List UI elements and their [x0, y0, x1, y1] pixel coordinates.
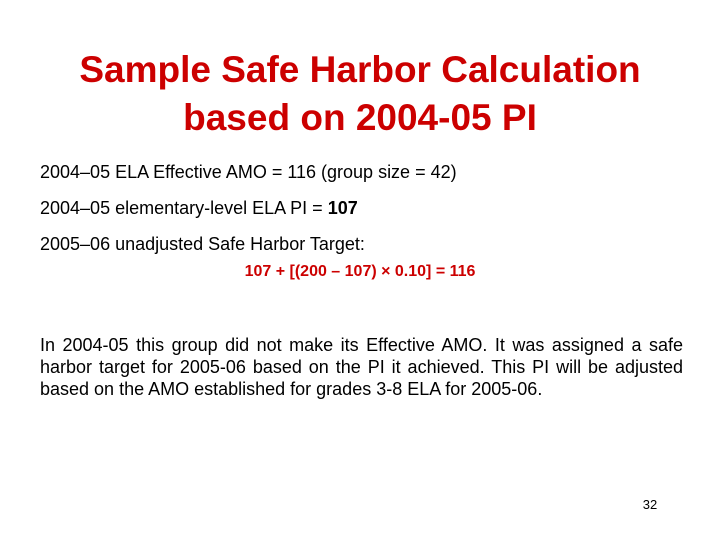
elementary-pi-line: [40, 197, 358, 219]
slide-title-line-1: Sample Safe Harbor Calculation: [79, 49, 641, 90]
explanation-paragraph: In 2004-05 this group did not make its Effective AMO. It was assigned a safe harbor target for 2005-06 based on the PI it achieved. This PI will be adjusted based on the AMO established for grades 3-8 ELA for 2005-06.: [40, 335, 683, 399]
slide-title-line-2: based on 2004-05 PI: [183, 97, 537, 138]
safe-harbor-target-label: 2005–06 unadjusted Safe Harbor Target:: [40, 234, 365, 254]
slide-title: [0, 46, 720, 142]
effective-amo-line: 2004–05 ELA Effective AMO = 116 (group size = 42): [40, 162, 457, 182]
elementary-pi-label: 2004–05 elementary-level ELA PI =: [40, 198, 328, 218]
page-number: 32: [642, 497, 658, 512]
safe-harbor-formula: 107 + [(200 – 107) × 0.10] = 116: [244, 263, 476, 280]
elementary-pi-value: 107: [327, 198, 358, 218]
